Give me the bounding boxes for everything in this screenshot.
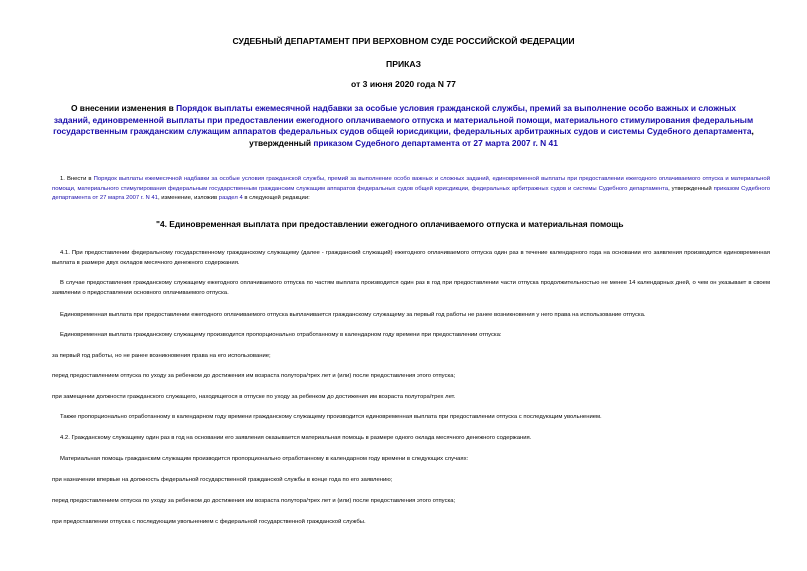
paragraph: за первый год работы, но не ранее возникновения права на его использование;	[52, 353, 271, 359]
p1-text: , изменение, изложив	[157, 195, 219, 202]
title-link-procedure[interactable]: Порядок выплаты ежемесячной надбавки за особые условия гражданской службы, премий за выполнение особо важных и сложных заданий, единовременной выплаты при предоставлении ежегодного оплачиваемого отпуска и материальной помощи, материального стимулирования федеральным государственным гражданским служащим аппаратов федеральных судов общей юрисдикции, федеральных арбитражных судов и системы Судебного департамента	[53, 103, 754, 137]
paragraph: при назначении впервые на должность федеральной государственной гражданской службы в конце года по его заявлению;	[52, 477, 393, 483]
paragraph: 4.1. При предоставлении федеральному государственному гражданскому служащему (далее - гражданский служащий) ежегодного оплачиваемого отпуска один раз в течение календарного года на основании его заявления производится единовременная выплата в размере двух окладов месячного денежного содержания.	[52, 250, 770, 266]
title-text: , утвержденный	[249, 126, 754, 148]
title-link-order[interactable]: приказом Судебного департамента от 27 марта 2007 г. N 41	[313, 137, 558, 148]
paragraph: В случае предоставления гражданскому служащему ежегодного оплачиваемого отпуска по частям выплата производится один раз в год при предоставлении части отпуска продолжительностью не менее 14 календарных дней, о чем он указывает в своем заявлении о предоставлении основного оплачиваемого отпуска.	[52, 280, 770, 296]
paragraph: при предоставлении отпуска с последующим увольнением с федеральной государственной гражданской службы.	[52, 519, 366, 525]
document-date-number: от 3 июня 2020 года N 77	[351, 79, 456, 89]
section-heading: "4. Единовременная выплата при предоставлении ежегодного оплачиваемого отпуска и материальная помощь	[156, 219, 624, 229]
p1-link-order[interactable]: приказом Судебного департамента от 27 марта 2007 г. N 41	[52, 185, 770, 202]
p1-link-procedure[interactable]: Порядок выплаты ежемесячной надбавки за особые условия гражданской службы, премий за выполнение особо важных и сложных заданий, единовременной выплаты при предоставлении ежегодного оплачиваемого отпуска и материальной помощи, материального стимулирования федеральным государственным гражданским служащим аппаратов федеральных судов общей юрисдикции, федеральных арбитражных судов и системы Судебного департамента	[52, 176, 770, 192]
paragraph: перед предоставлением отпуска по уходу за ребенком до достижения им возраста полутора/трех лет и (или) после предоставления этого отпуска;	[52, 498, 456, 504]
paragraph: перед предоставлением отпуска по уходу за ребенком до достижения им возраста полутора/трех лет и (или) после предоставления этого отпуска;	[52, 373, 456, 379]
paragraph: при замещении должности гражданского служащего, находящегося в отпуске по уходу за ребенком до достижения им возраста полутора/трех лет.	[52, 394, 456, 400]
paragraph: 4.2. Гражданскому служащему один раз в год на основании его заявления оказывается материальная помощь в размере одного оклада месячного денежного содержания.	[60, 435, 532, 441]
p1-text: в следующей редакции:	[242, 195, 310, 202]
p1-text: 1. Внести в	[60, 176, 94, 182]
paragraph: Единовременная выплата гражданскому служащему производится пропорционально отработанному в календарном году времени при предоставлении отпуска:	[60, 332, 502, 338]
department-header: СУДЕБНЫЙ ДЕПАРТАМЕНТ ПРИ ВЕРХОВНОМ СУДЕ РОССИЙСКОЙ ФЕДЕРАЦИИ	[232, 36, 575, 46]
document-title	[52, 103, 755, 149]
paragraph: Единовременная выплата при предоставлении ежегодного оплачиваемого отпуска выплачивается гражданскому служащему за первый год работы не ранее возникновения у него права на использование отпуска.	[60, 312, 646, 318]
paragraph: Материальная помощь гражданским служащим производится пропорционально отработанному в календарном году времени в следующих случаях:	[60, 456, 469, 462]
title-text: О внесении изменения в	[70, 103, 177, 113]
p1-link-section-4[interactable]: раздел 4	[218, 195, 243, 202]
paragraph-1	[52, 175, 770, 204]
document-type: ПРИКАЗ	[386, 59, 421, 69]
p1-text: , утвержденный	[668, 185, 714, 192]
paragraph: Также пропорционально отработанному в календарном году времени гражданскому служащему производится единовременная выплата при предоставлении отпуска с последующим увольнением.	[60, 414, 602, 420]
